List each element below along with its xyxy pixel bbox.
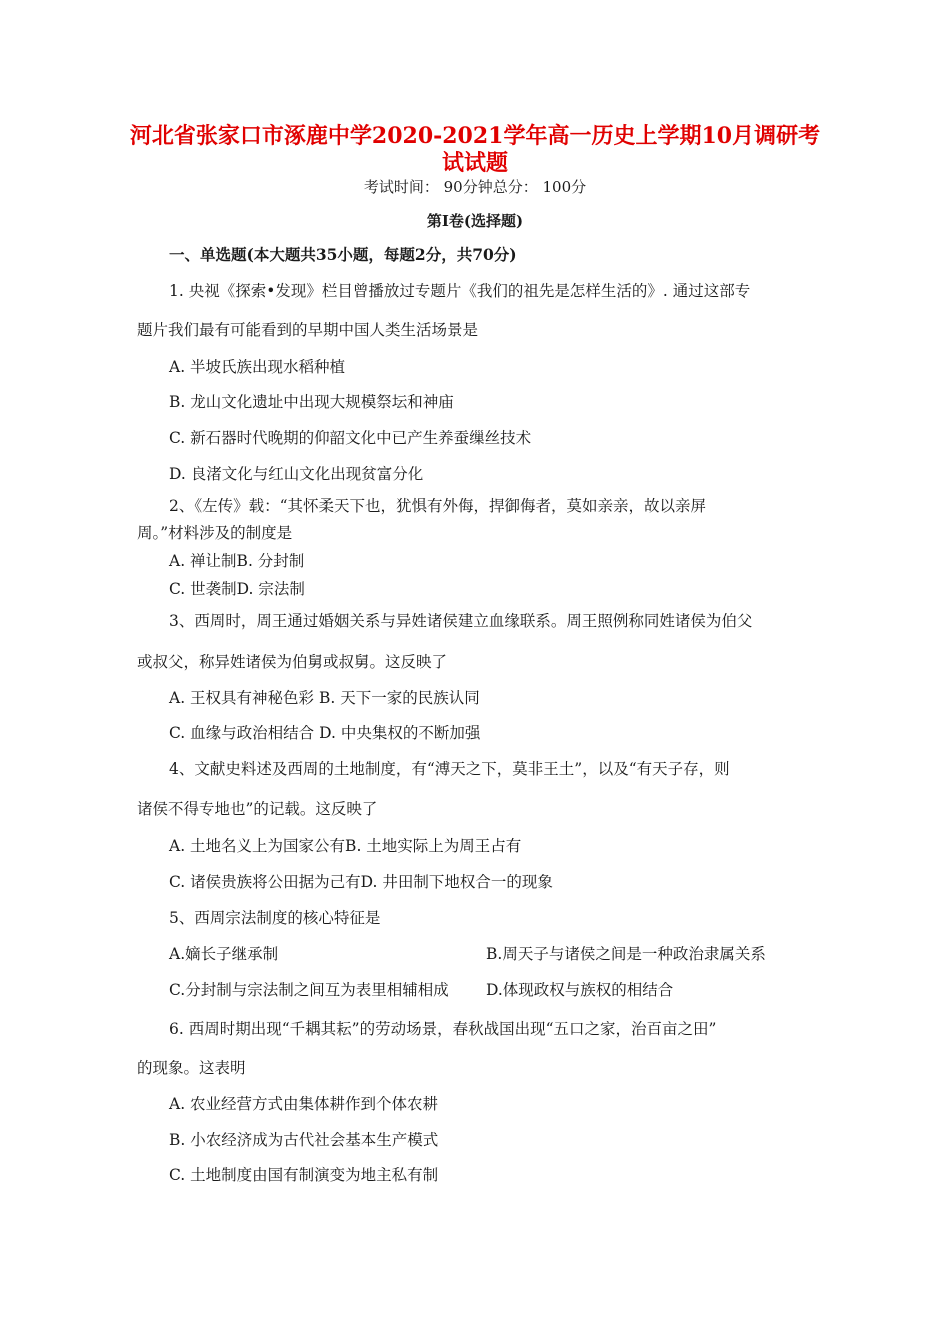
question-1-option-c: C. 新石器时代晚期的仰韶文化中已产生养蚕缫丝技术 [169, 429, 532, 447]
question-2-option-cd: C. 世袭制D. 宗法制 [169, 580, 305, 598]
question-1-stem-line2: 题片我们最有可能看到的早期中国人类生活场景是 [137, 321, 479, 339]
question-6-option-a: A. 农业经营方式由集体耕作到个体农耕 [169, 1095, 439, 1113]
question-5-stem: 5、西周宗法制度的核心特征是 [169, 909, 381, 927]
question-2-stem-line2: 周。”材料涉及的制度是 [137, 524, 293, 542]
question-4-option-cd: C. 诸侯贵族将公田据为己有D. 井田制下地权合一的现象 [169, 873, 553, 891]
question-1-option-b: B. 龙山文化遗址中出现大规模祭坛和神庙 [169, 393, 454, 411]
question-4-option-ab: A. 土地名义上为国家公有B. 土地实际上为周王占有 [169, 837, 522, 855]
document-title-line1: 河北省张家口市涿鹿中学2020-2021学年高一历史上学期10月调研考 [129, 123, 821, 149]
question-6-stem-line1: 6. 西周时期出现“千耦其耘”的劳动场景，春秋战国出现“五口之家，治百亩之田” [169, 1020, 717, 1038]
document-title-line2: 试试题 [441, 150, 508, 176]
question-3-stem-line2: 或叔父，称异姓诸侯为伯舅或叔舅。这反映了 [137, 653, 448, 671]
question-4-stem-line1: 4、文献史料述及西周的土地制度，有“溥天之下，莫非王土”，以及“有天子存，则 [169, 760, 730, 778]
question-5-option-c: C.分封制与宗法制之间互为表里相辅相成 [169, 981, 449, 999]
question-4-stem-line2: 诸侯不得专地也”的记载。这反映了 [137, 800, 378, 818]
section-title: 第Ⅰ卷(选择题) [426, 212, 524, 230]
exam-meta: 考试时间： 90分钟总分： 100分 [363, 178, 587, 196]
part-heading: 一、单选题(本大题共35小题，每题2分，共70分) [169, 245, 517, 264]
question-5-option-a: A.嫡长子继承制 [169, 945, 279, 963]
question-3-option-ab: A. 王权具有神秘色彩 B. 天下一家的民族认同 [169, 689, 480, 707]
question-2-option-ab: A. 禅让制B. 分封制 [169, 552, 305, 570]
question-3-option-cd: C. 血缘与政治相结合 D. 中央集权的不断加强 [169, 724, 481, 742]
question-3-stem-line1: 3、西周时，周王通过婚姻关系与异姓诸侯建立血缘联系。周王照例称同姓诸侯为伯父 [169, 612, 753, 630]
question-1-stem-line1: 1. 央视《探索•发现》栏目曾播放过专题片《我们的祖先是怎样生活的》. 通过这部专 [169, 282, 751, 300]
question-1-option-d: D. 良渚文化与红山文化出现贫富分化 [169, 465, 424, 483]
question-6-stem-line2: 的现象。这表明 [137, 1059, 246, 1077]
question-5-option-b: B.周天子与诸侯之间是一种政治隶属关系 [486, 945, 766, 963]
question-6-option-c: C. 土地制度由国有制演变为地主私有制 [169, 1166, 439, 1184]
question-2-stem-line1: 2、《左传》载：“其怀柔天下也，犹惧有外侮，捍御侮者，莫如亲亲，故以亲屏 [169, 497, 707, 515]
question-1-option-a: A. 半坡氏族出现水稻种植 [169, 358, 346, 376]
question-5-option-d: D.体现政权与族权的相结合 [486, 981, 674, 999]
question-6-option-b: B. 小农经济成为古代社会基本生产模式 [169, 1131, 439, 1149]
